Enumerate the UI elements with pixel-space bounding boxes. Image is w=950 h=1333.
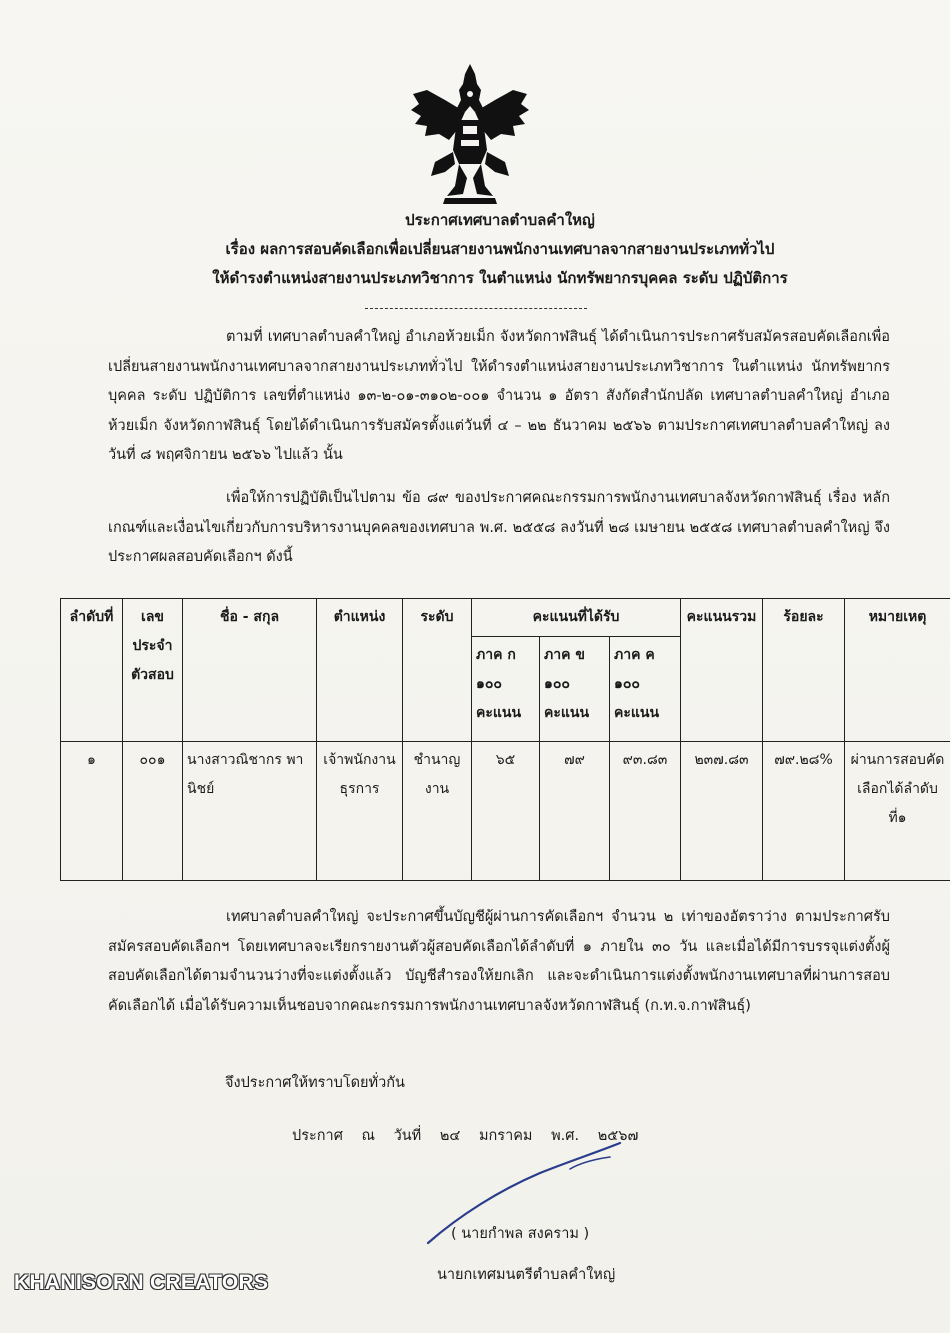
header-part-c: ภาค ค ๑๐๐ คะแนน bbox=[610, 637, 681, 742]
announcement-title bbox=[110, 206, 890, 293]
header-remark: หมายเหตุ bbox=[845, 599, 950, 742]
date-day: ๒๔ bbox=[439, 1128, 461, 1144]
header-part-a: ภาค ก ๑๐๐ คะแนน bbox=[472, 637, 540, 742]
title-line-2: เรื่อง ผลการสอบคัดเลือกเพื่อเปลี่ยนสายงานพนักงานเทศบาลจากสายงานประเภททั่วไป bbox=[225, 240, 775, 258]
cell-part-b: ๗๙ bbox=[540, 742, 610, 881]
header-exam-no: เลขประจำตัวสอบ bbox=[123, 599, 183, 742]
cell-part-c: ๙๓.๘๓ bbox=[610, 742, 681, 881]
table-row bbox=[61, 742, 950, 881]
cell-exam-no: ๐๐๑ bbox=[123, 742, 183, 881]
watermark: KHANISORN CREATORS bbox=[14, 1271, 269, 1294]
header-percent: ร้อยละ bbox=[763, 599, 845, 742]
title-line-1: ประกาศเทศบาลตำบลคำใหญ่ bbox=[405, 211, 595, 229]
closing-statement: จึงประกาศให้ทราบโดยทั่วกัน bbox=[225, 1075, 405, 1091]
cell-name: นางสาวณิชากร พานิชย์ bbox=[183, 742, 317, 881]
header-position: ตำแหน่ง bbox=[317, 599, 403, 742]
cell-total: ๒๓๗.๘๓ bbox=[681, 742, 763, 881]
garuda-emblem-icon bbox=[405, 60, 535, 210]
cell-remark: ผ่านการสอบคัดเลือกได้ลำดับที่๑ bbox=[845, 742, 950, 881]
cell-level: ชำนาญงาน bbox=[403, 742, 472, 881]
cell-order: ๑ bbox=[61, 742, 123, 881]
date-at: ณ bbox=[361, 1128, 375, 1144]
cell-part-a: ๖๕ bbox=[472, 742, 540, 881]
header-order: ลำดับที่ bbox=[61, 599, 123, 742]
signer-name: ( นายกำพล สงคราม ) bbox=[451, 1226, 590, 1242]
header-level: ระดับ bbox=[403, 599, 472, 742]
title-line-3: ให้ดำรงตำแหน่งสายงานประเภทวิชาการ ในตำแหน่ง นักทรัพยากรบุคคล ระดับ ปฏิบัติการ bbox=[212, 269, 788, 287]
date-month: มกราคม bbox=[478, 1128, 533, 1144]
paragraph-1 bbox=[108, 323, 890, 471]
signer-position: นายกเทศมนตรีตำบลคำใหญ่ bbox=[437, 1267, 616, 1283]
date-day-label: วันที่ bbox=[393, 1128, 422, 1144]
title-divider bbox=[365, 308, 587, 309]
paragraph-3-text: เทศบาลตำบลคำใหญ่ จะประกาศขึ้นบัญชีผู้ผ่านการคัดเลือกฯ จำนวน ๒ เท่าของอัตราว่าง ตามประกาศรับสมัครสอบคัดเลือกฯ โดยเทศบาลจะเรียกรายงานตัวผู้สอบคัดเลือกได้ลำดับที่ ๑ ภายใน ๓๐ วัน และเมื่อได้มีการบรรจุแต่งตั้งผู้สอบคัดเลือกได้ตามจำนวนว่างที่จะแต่งตั้งแล้ว บัญชีสำรองให้ยกเลิก และจะดำเนินการแต่งตั้งพนักงานเทศบาลที่ผ่านการสอบคัดเลือกได้ เมื่อได้รับความเห็นชอบจากคณะกรรมการพนักงานเทศบาลจังหวัดกาฬสินธุ์ (ก.ท.จ.กาฬสินธุ์) bbox=[108, 909, 890, 1014]
paragraph-1-text: ตามที่ เทศบาลตำบลคำใหญ่ อำเภอห้วยเม็ก จังหวัดกาฬสินธุ์ ได้ดำเนินการประกาศรับสมัครสอบคัดเลือกเพื่อเปลี่ยนสายงานพนักงานเทศบาลจากสายงานประเภททั่วไป ให้ดำรงตำแหน่งสายงานประเภทวิชาการ ในตำแหน่ง นักทรัพยากรบุคคล ระดับ ปฏิบัติการ เลขที่ตำแหน่ง ๑๓-๒-๐๑-๓๑๐๒-๐๐๑ จำนวน ๑ อัตรา สังกัดสำนักปลัด เทศบาลตำบลคำใหญ่ อำเภอห้วยเม็ก จังหวัดกาฬสินธุ์ โดยได้ดำเนินการรับสมัครตั้งแต่วันที่ ๔ – ๒๒ ธันวาคม ๒๕๖๖ ตามประกาศเทศบาลตำบลคำใหญ่ ลงวันที่ ๘ พฤศจิกายน ๒๕๖๖ ไปแล้ว นั้น bbox=[108, 329, 890, 463]
paragraph-2 bbox=[108, 484, 890, 573]
results-table bbox=[60, 598, 950, 881]
paragraph-3 bbox=[108, 903, 890, 1021]
header-scores: คะแนนที่ได้รับ bbox=[472, 599, 681, 637]
cell-position: เจ้าพนักงานธุรการ bbox=[317, 742, 403, 881]
date-year: ๒๕๖๗ bbox=[597, 1128, 639, 1144]
header-part-b: ภาค ข ๑๐๐ คะแนน bbox=[540, 637, 610, 742]
date-era: พ.ศ. bbox=[551, 1128, 580, 1144]
header-name: ชื่อ - สกุล bbox=[183, 599, 317, 742]
paragraph-2-text: เพื่อให้การปฏิบัติเป็นไปตาม ข้อ ๘๙ ของประกาศคณะกรรมการพนักงานเทศบาลจังหวัดกาฬสินธุ์ เรื่อง หลักเกณฑ์และเงื่อนไขเกี่ยวกับการบริหารงานบุคคลของเทศบาล พ.ศ. ๒๕๕๘ ลงวันที่ ๒๘ เมษายน ๒๕๕๘ เทศบาลตำบลคำใหญ่ จึงประกาศผลสอบคัดเลือกฯ ดังนี้ bbox=[108, 490, 890, 565]
date-prefix: ประกาศ bbox=[292, 1128, 343, 1144]
cell-percent: ๗๙.๒๘% bbox=[763, 742, 845, 881]
header-total: คะแนนรวม bbox=[681, 599, 763, 742]
